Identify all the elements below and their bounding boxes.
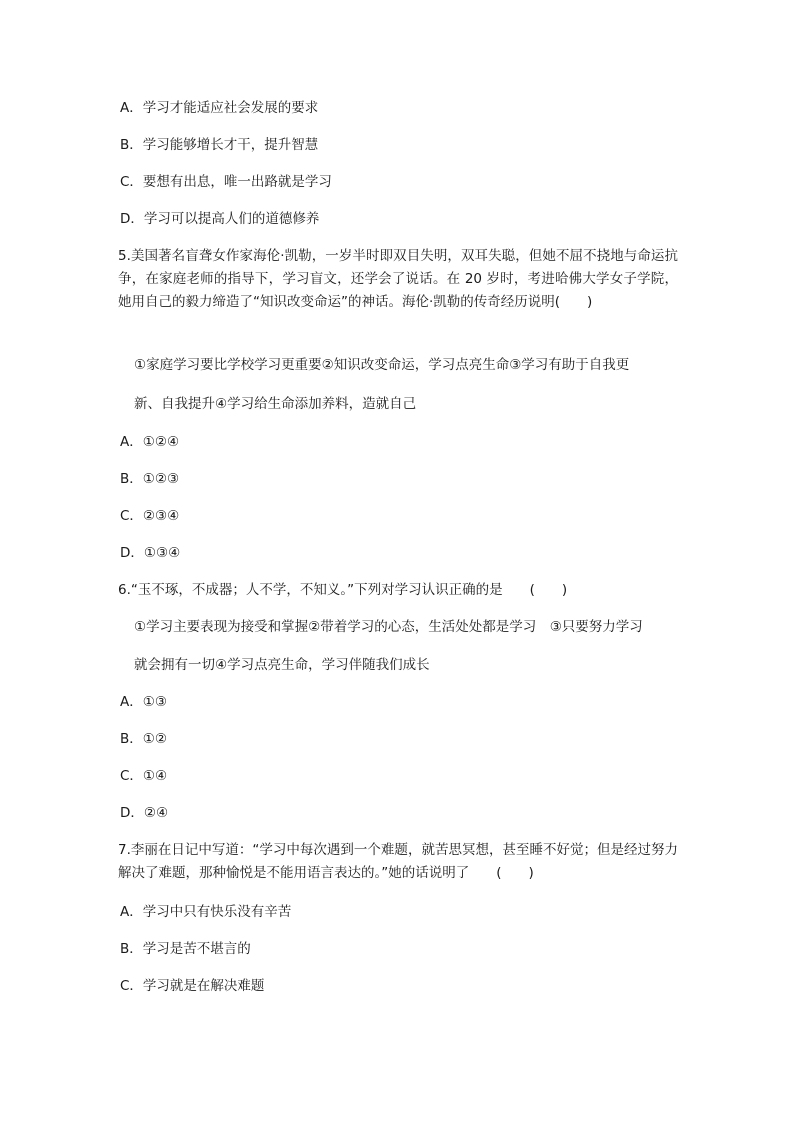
q5-stem: 5.美国著名盲聋女作家海伦·凯勒，一岁半时即双目失明，双耳失聪，但她不屈不挠地与命运抗争，在家庭老师的指导下，学习盲文，还学会了说话。在 20 岁时，考进哈佛大学女子学院，她用自己的毅力缔造了“知识改变命运”的神话。海伦·凯勒的传奇经历说明( )	[118, 248, 678, 310]
q5-option-a: A．①②④	[120, 434, 180, 450]
q4-option-b: B．学习能够增长才干，提升智慧	[120, 137, 319, 153]
q4-option-d: D．学习可以提高人们的道德修养	[120, 211, 320, 227]
q4-option-a: A．学习才能适应社会发展的要求	[120, 100, 319, 116]
q6-option-d: D．②④	[120, 805, 169, 821]
q7-option-a: A．学习中只有快乐没有辛苦	[120, 904, 292, 920]
q6-statements-line2: 就会拥有一切④学习点亮生命，学习伴随我们成长	[134, 657, 430, 673]
q4-option-c: C．要想有出息，唯一出路就是学习	[120, 174, 332, 190]
q6-option-a: A．①③	[120, 694, 167, 710]
q7-option-c: C．学习就是在解决难题	[120, 978, 265, 994]
q5-statements-line1: ①家庭学习要比学校学习更重要②知识改变命运，学习点亮生命③学习有助于自我更	[134, 357, 630, 373]
q5-option-d: D．①③④	[120, 545, 181, 561]
q6-statements-line1: ①学习主要表现为接受和掌握②带着学习的心态，生活处处都是学习 ③只要努力学习	[134, 619, 643, 635]
q7-option-b: B．学习是苦不堪言的	[120, 941, 251, 957]
q5-statements-line2: 新、自我提升④学习给生命添加养料，造就自己	[134, 396, 417, 412]
q5-option-b: B．①②③	[120, 471, 180, 487]
q5-option-c: C．②③④	[120, 508, 180, 524]
q6-option-c: C．①④	[120, 768, 168, 784]
q6-stem: 6.“玉不琢，不成器；人不学，不知义。”下列对学习认识正确的是 ( )	[118, 582, 568, 598]
q7-stem: 7.李丽在日记中写道：“学习中每次遇到一个难题，就苦思冥想，甚至睡不好觉；但是经过努力解决了难题，那种愉悦是不能用语言表达的。”她的话说明了 ( )	[118, 842, 678, 881]
q6-option-b: B．①②	[120, 731, 167, 747]
